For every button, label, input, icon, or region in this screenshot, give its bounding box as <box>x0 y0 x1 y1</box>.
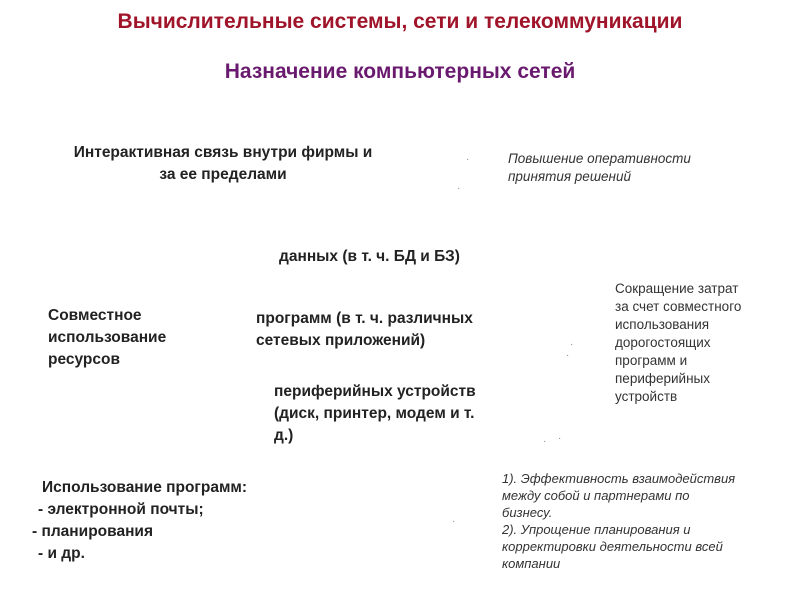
text-line: ресурсов <box>48 351 121 368</box>
text-line: программ и <box>615 353 688 368</box>
connector-mark: · <box>452 516 456 527</box>
connector-mark: · <box>457 183 461 194</box>
connector-mark: · <box>543 436 547 447</box>
cost-reduction-text <box>615 280 795 406</box>
program-usage-list <box>32 477 352 565</box>
text-line: между собой и партнерами по <box>502 488 690 503</box>
text-line: Сокращение затрат <box>615 281 739 296</box>
text-line: 1). Эффективность взаимодействия <box>502 471 736 486</box>
text-line: сетевых приложений) <box>256 332 426 349</box>
text-line: Совместное <box>48 307 142 324</box>
efficiency-benefit-text <box>508 150 768 186</box>
list-item: - электронной почты; <box>38 501 204 518</box>
data-resource-item: данных (в т. ч. БД и БЗ) <box>279 248 460 265</box>
text-line: за ее пределами <box>159 166 287 183</box>
list-item: - планирования <box>32 523 154 540</box>
text-line: программ (в т. ч. различных <box>256 310 473 327</box>
text-line: устройств <box>615 389 678 404</box>
connector-mark: · <box>558 433 562 444</box>
text-line: (диск, принтер, модем и т. <box>274 405 475 422</box>
text-line: Повышение оперативности <box>508 151 691 166</box>
collaboration-benefit-text <box>502 470 792 572</box>
text-line: корректировки деятельности всей <box>502 539 723 554</box>
text-line: за счет совместного <box>615 299 742 314</box>
text-line: принятия решений <box>508 169 631 184</box>
text-line: периферийных <box>615 371 710 386</box>
devices-resource-item <box>274 381 564 447</box>
page-title: Вычислительные системы, сети и телекоммуникации <box>117 10 683 33</box>
list-item: - и др. <box>38 545 85 562</box>
text-line: 2). Упрощение планирования и <box>502 522 691 537</box>
connector-mark: · <box>570 339 574 350</box>
programs-resource-item <box>256 308 556 352</box>
page-subtitle: Назначение компьютерных сетей <box>224 60 576 83</box>
text-line: Интерактивная связь внутри фирмы и <box>73 144 373 161</box>
interactive-communication-text <box>28 142 418 186</box>
text-line: бизнесу. <box>502 505 553 520</box>
shared-resources-label <box>48 305 228 371</box>
text-line: использования <box>615 317 710 332</box>
list-heading: Использование программ: <box>42 479 248 496</box>
text-line: д.) <box>274 427 294 444</box>
text-line: периферийных устройств <box>274 383 476 400</box>
text-line: использование <box>48 329 167 346</box>
connector-mark: · <box>466 154 470 165</box>
text-line: компании <box>502 556 561 571</box>
connector-mark: · <box>566 350 570 361</box>
text-line: дорогостоящих <box>615 335 711 350</box>
